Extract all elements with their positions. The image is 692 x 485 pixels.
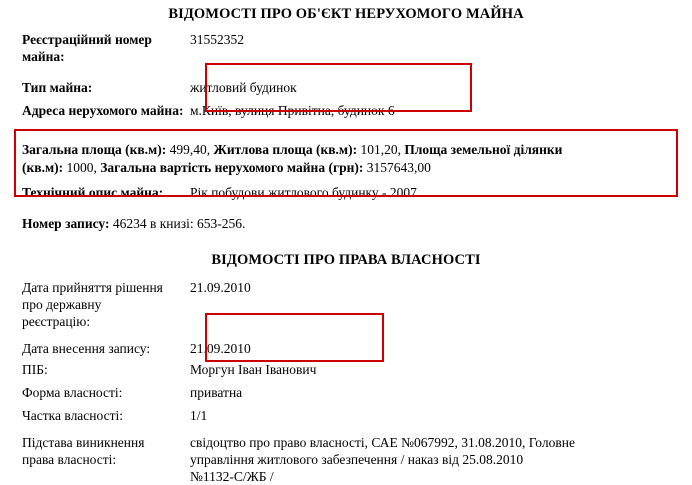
field-address: [0, 102, 692, 119]
property-type-value: житловий будинок: [190, 80, 297, 95]
field-ownership-basis: [0, 434, 692, 485]
total-cost-label: Загальна вартість нерухомого майна (грн):: [100, 159, 364, 175]
record-date-value: 21.09.2010: [190, 341, 251, 356]
total-area-label: Загальна площа (кв.м):: [22, 142, 167, 157]
land-area-label-part1: Площа земельної ділянки: [404, 142, 563, 157]
ownership-share-label: Частка власності:: [22, 408, 123, 423]
record-number-label: Номер запису:: [22, 216, 110, 231]
page-title: ВІДОМОСТІ ПРО ОБ'ЄКТ НЕРУХОМОГО МАЙНА: [168, 6, 524, 22]
technical-description-value: Рік побудови житлового будинку - 2007: [190, 185, 417, 200]
address-value: м.Київ, вулиця Привітна, будинок 6: [190, 103, 395, 118]
person-label: ПІБ:: [22, 362, 48, 377]
field-record-date: [0, 340, 692, 357]
field-property-type: [0, 79, 692, 96]
field-ownership-form: [0, 384, 692, 401]
record-date-label: Дата внесення запису:: [22, 341, 151, 356]
field-registration-number: [0, 31, 692, 65]
registration-number-label: Реєстраційний номер майна:: [22, 32, 152, 64]
decision-date-label: Дата прийняття рішення про державну реєстрацію:: [22, 280, 163, 329]
total-area-value: 499,40,: [166, 142, 214, 157]
total-cost-value: 3157643,00: [363, 159, 431, 175]
land-area-value: 1000,: [63, 159, 101, 175]
field-ownership-share: [0, 407, 692, 424]
property-type-label: Тип майна:: [22, 80, 93, 95]
field-decision-date: [0, 279, 692, 330]
ownership-form-label: Форма власності:: [22, 385, 123, 400]
address-label: Адреса нерухомого майна:: [22, 103, 184, 118]
field-person: [0, 361, 692, 378]
living-area-value: 101,20,: [357, 142, 405, 157]
field-technical-description: [0, 184, 692, 201]
land-area-label-part2: (кв.м):: [22, 159, 64, 175]
ownership-share-value: 1/1: [190, 408, 208, 423]
ownership-basis-label: Підстава виникнення права власності:: [22, 435, 145, 467]
decision-date-value: 21.09.2010: [190, 280, 251, 295]
areas-and-value-paragraph: [0, 141, 692, 176]
registration-number-value: 31552352: [190, 32, 244, 47]
ownership-basis-value: свідоцтво про право власності, САЕ №067992, 31.08.2010, Головне управління житлового забезпечення / наказ від 25.08.2010 №1132-С/ЖБ /: [190, 435, 575, 484]
living-area-label: Житлова площа (кв.м):: [213, 142, 358, 157]
field-record-number: [0, 215, 692, 232]
ownership-form-value: приватна: [190, 385, 243, 400]
ownership-section-title: ВІДОМОСТІ ПРО ПРАВА ВЛАСНОСТІ: [211, 252, 481, 268]
person-value: Моргун Іван Іванович: [190, 362, 317, 377]
technical-description-label: Технічний опис майна:: [22, 185, 164, 200]
record-number-value: 46234 в книзі: 653-256.: [109, 216, 246, 231]
